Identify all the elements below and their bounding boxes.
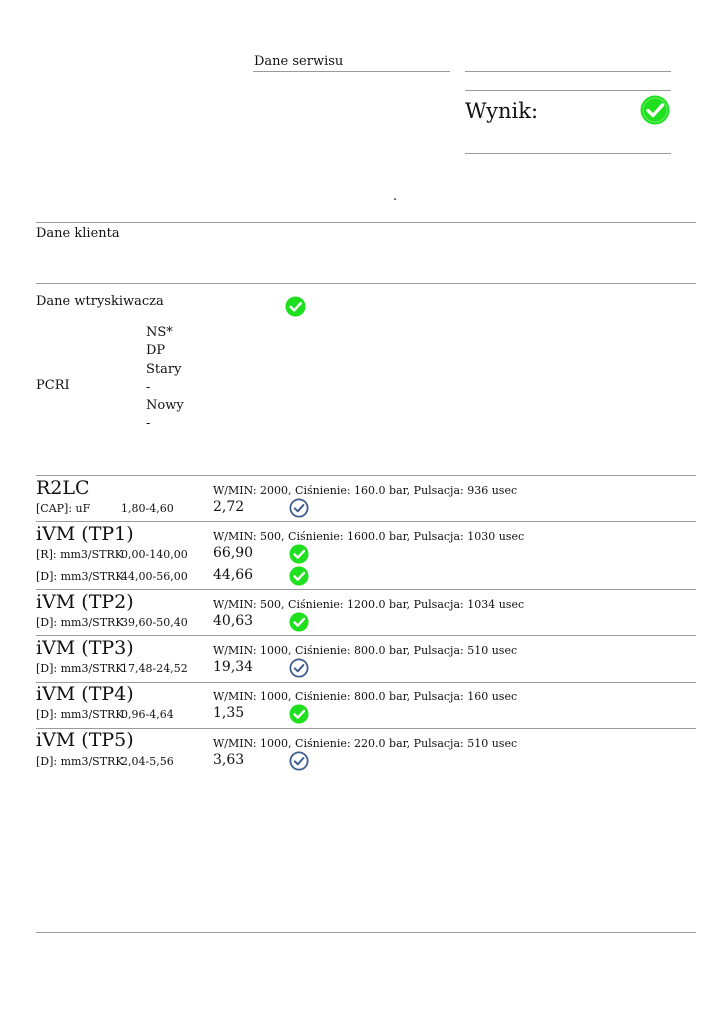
test-param: [D]: mm3/STRK xyxy=(36,662,124,675)
test-title: iVM (TP4) xyxy=(36,683,134,705)
service-data-label: Dane serwisu xyxy=(254,54,344,69)
pcri-label: PCRI xyxy=(36,378,70,393)
test-range: 39,60-50,40 xyxy=(121,616,188,629)
test-value: 19,34 xyxy=(213,659,254,675)
test-value: 1,35 xyxy=(213,705,245,721)
info-check-icon xyxy=(289,751,309,771)
separator-dot: . xyxy=(393,189,398,204)
injector-data-label: Dane wtryskiwacza xyxy=(36,294,164,309)
result-bottom-rule xyxy=(465,153,671,154)
ok-check-icon xyxy=(289,544,309,564)
tests-top-rule xyxy=(36,475,696,476)
pcri-line: Stary xyxy=(146,361,182,377)
test-conditions: W/MIN: 1000, Ciśnienie: 800.0 bar, Pulsacja: 160 usec xyxy=(213,690,518,703)
result-ok-icon xyxy=(640,95,670,125)
test-range: 17,48-24,52 xyxy=(121,662,188,675)
pcri-line: NS* xyxy=(146,325,173,340)
test-title: R2LC xyxy=(36,477,90,499)
test-title: iVM (TP3) xyxy=(36,637,134,659)
test-value: 66,90 xyxy=(213,545,254,561)
test-range: 0,00-140,00 xyxy=(121,548,188,561)
info-check-icon xyxy=(289,498,309,518)
test-separator xyxy=(36,521,696,522)
test-separator xyxy=(36,682,696,683)
pcri-line: DP xyxy=(146,343,166,359)
client-bottom-rule xyxy=(36,283,696,284)
test-value: 2,72 xyxy=(213,499,245,515)
test-separator xyxy=(36,589,696,590)
test-range: 0,96-4,64 xyxy=(121,708,174,721)
injector-ok-icon xyxy=(285,296,306,317)
test-value: 44,66 xyxy=(213,567,254,583)
test-conditions: W/MIN: 500, Ciśnienie: 1200.0 bar, Pulsacja: 1034 usec xyxy=(213,598,525,611)
ok-check-icon xyxy=(289,566,309,586)
client-data-label: Dane klienta xyxy=(36,226,120,241)
test-conditions: W/MIN: 500, Ciśnienie: 1600.0 bar, Pulsacja: 1030 usec xyxy=(213,530,525,543)
info-check-icon xyxy=(289,658,309,678)
test-conditions: W/MIN: 1000, Ciśnienie: 220.0 bar, Pulsacja: 510 usec xyxy=(213,737,518,750)
test-separator xyxy=(36,728,696,729)
pcri-line: Nowy xyxy=(146,398,184,414)
result-top-rule xyxy=(465,90,671,91)
test-param: [CAP]: uF xyxy=(36,502,91,515)
test-range: 1,80-4,60 xyxy=(121,502,174,515)
test-param: [R]: mm3/STRK xyxy=(36,548,124,561)
test-param: [D]: mm3/STRK xyxy=(36,570,124,583)
pcri-line: - xyxy=(146,379,151,395)
test-param: [D]: mm3/STRK xyxy=(36,708,124,721)
footer-rule xyxy=(36,932,696,933)
header-rule-right xyxy=(465,71,671,72)
ok-check-icon xyxy=(289,612,309,632)
pcri-line: - xyxy=(146,416,151,432)
ok-check-icon xyxy=(289,704,309,724)
result-label: Wynik: xyxy=(465,99,539,123)
test-conditions: W/MIN: 2000, Ciśnienie: 160.0 bar, Pulsacja: 936 usec xyxy=(213,484,518,497)
test-separator xyxy=(36,635,696,636)
service-data-rule xyxy=(253,71,450,72)
test-range: 2,04-5,56 xyxy=(121,755,174,768)
test-title: iVM (TP5) xyxy=(36,729,134,751)
test-title: iVM (TP2) xyxy=(36,591,134,613)
test-param: [D]: mm3/STRK xyxy=(36,616,124,629)
test-value: 40,63 xyxy=(213,613,254,629)
test-conditions: W/MIN: 1000, Ciśnienie: 800.0 bar, Pulsacja: 510 usec xyxy=(213,644,518,657)
pcri-values xyxy=(146,324,184,434)
test-value: 3,63 xyxy=(213,752,245,768)
client-top-rule xyxy=(36,222,696,223)
test-range: 44,00-56,00 xyxy=(121,570,188,583)
test-title: iVM (TP1) xyxy=(36,523,134,545)
test-param: [D]: mm3/STRK xyxy=(36,755,124,768)
